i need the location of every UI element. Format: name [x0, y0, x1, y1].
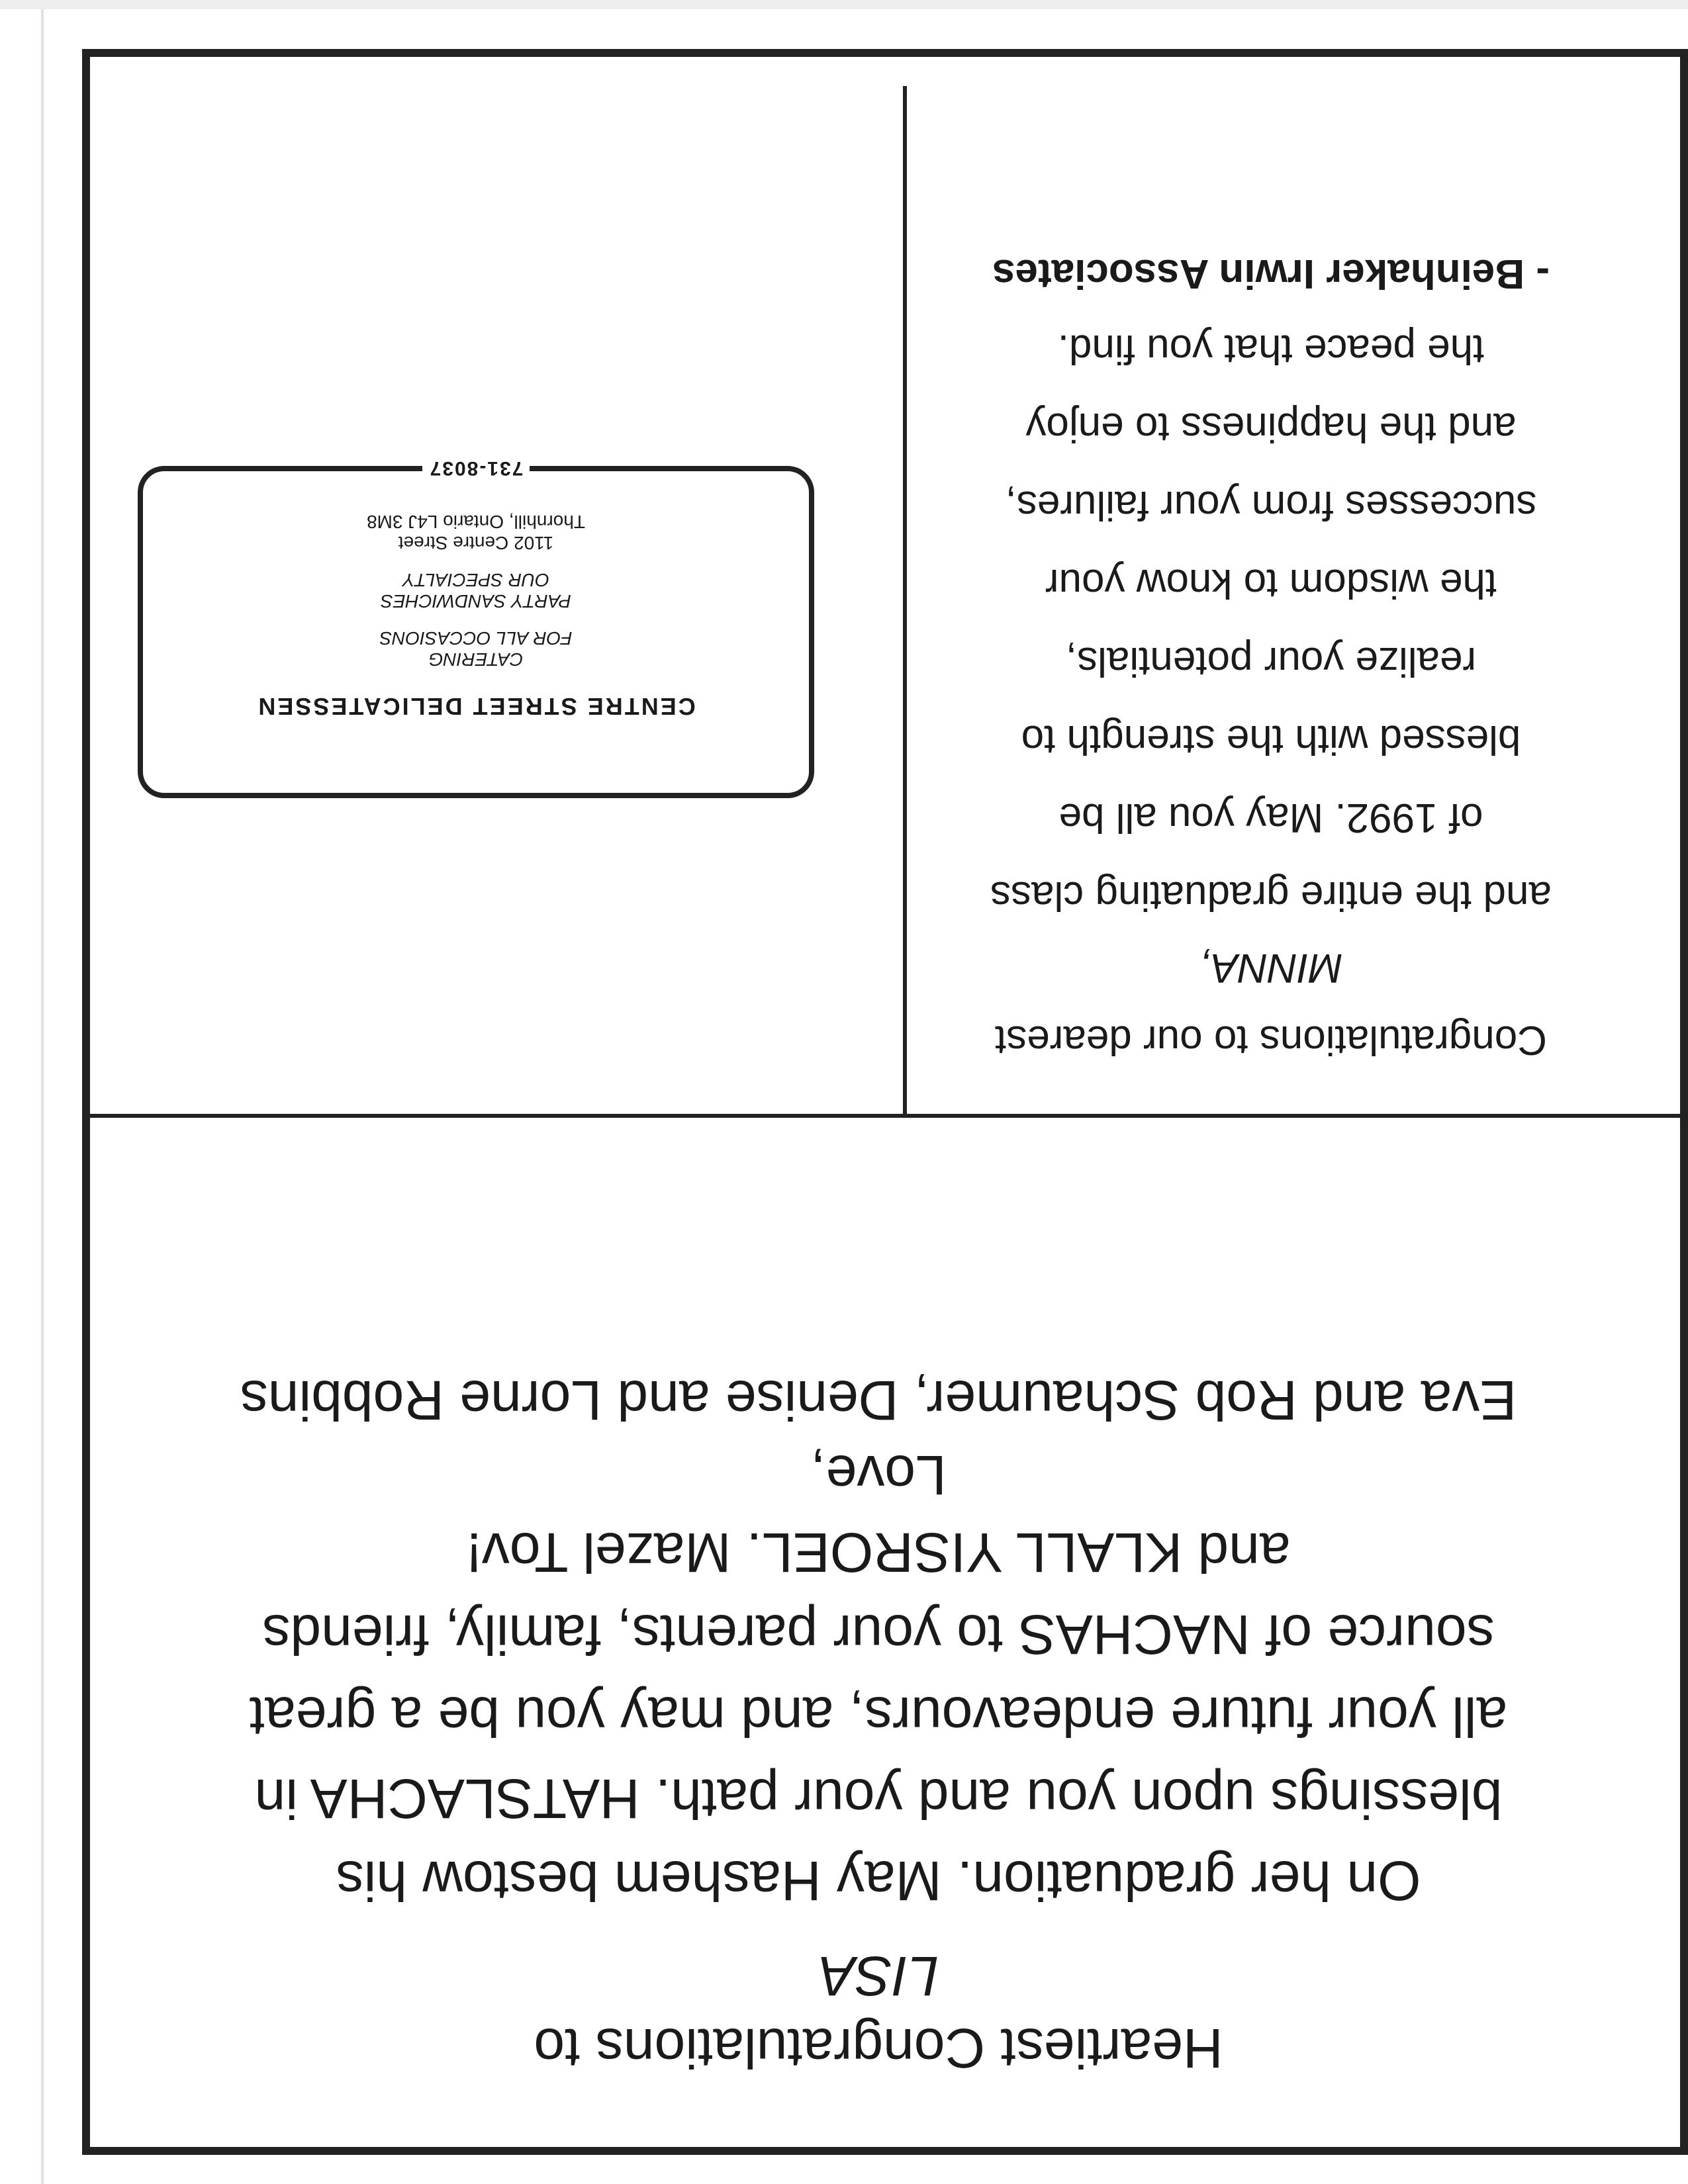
body-line: the peace that you find. — [1057, 326, 1485, 372]
body-line: and the happiness to enjoy — [1025, 404, 1517, 450]
body-line: the wisdom to know your — [1045, 561, 1497, 606]
horizontal-divider — [82, 1114, 1688, 1118]
honoree-name: MINNA, — [1199, 945, 1343, 991]
body-line: successes from your failures, — [1005, 482, 1537, 528]
signature: - Beinhaker Irwin Associates — [992, 251, 1550, 296]
body-line: of 1992. May you all be — [1058, 795, 1483, 841]
honoree-name: LISA — [818, 1945, 939, 2007]
service-line: CATERING — [428, 649, 524, 670]
body-line: source of NACHAS to your parents, family, friends — [262, 1604, 1495, 1666]
body-line: On her graduation. May Hashem bestow his — [336, 1850, 1421, 1912]
ad-body — [142, 1512, 1615, 1922]
business-name: CENTRE STREET DELICATESSEN — [256, 693, 696, 720]
ad-deli — [138, 457, 814, 798]
service-line: FOR ALL OCCASIONS — [379, 628, 573, 649]
body-line: blessed with the strength to — [1021, 717, 1521, 762]
body-line: and KLALL YISROEL. Mazel Tov! — [466, 1522, 1291, 1584]
body-line: realize your potentials, — [1065, 639, 1477, 684]
ad-opening: Congratulations to our dearest — [994, 1017, 1548, 1063]
phone-number: 731-8037 — [422, 458, 530, 478]
ad-body — [927, 310, 1615, 934]
vertical-divider — [903, 86, 907, 1114]
body-line: all your future endeavours, and may you be a great — [249, 1686, 1508, 1748]
ad-title: Heartiest Congratulations to — [534, 2017, 1223, 2079]
address-line: Thornhill, Ontario L4J 3M8 — [367, 512, 585, 532]
phone-row — [143, 458, 809, 478]
address-line: 1102 Centre Street — [398, 533, 554, 553]
signature: Eva and Rob Schaumer, Denise and Lorne Robbins — [240, 1369, 1517, 1432]
ad-minna — [927, 99, 1615, 1079]
body-line: blessings upon you and your path. HATSLACHA in — [254, 1768, 1503, 1830]
closing: Love, — [810, 1444, 947, 1506]
specialty-line: PARTY SANDWICHES — [381, 591, 571, 612]
body-line: and the entire graduating class — [990, 873, 1552, 919]
ad-lisa — [142, 1158, 1615, 2098]
specialty-line: OUR SPECIALTY — [402, 570, 549, 590]
